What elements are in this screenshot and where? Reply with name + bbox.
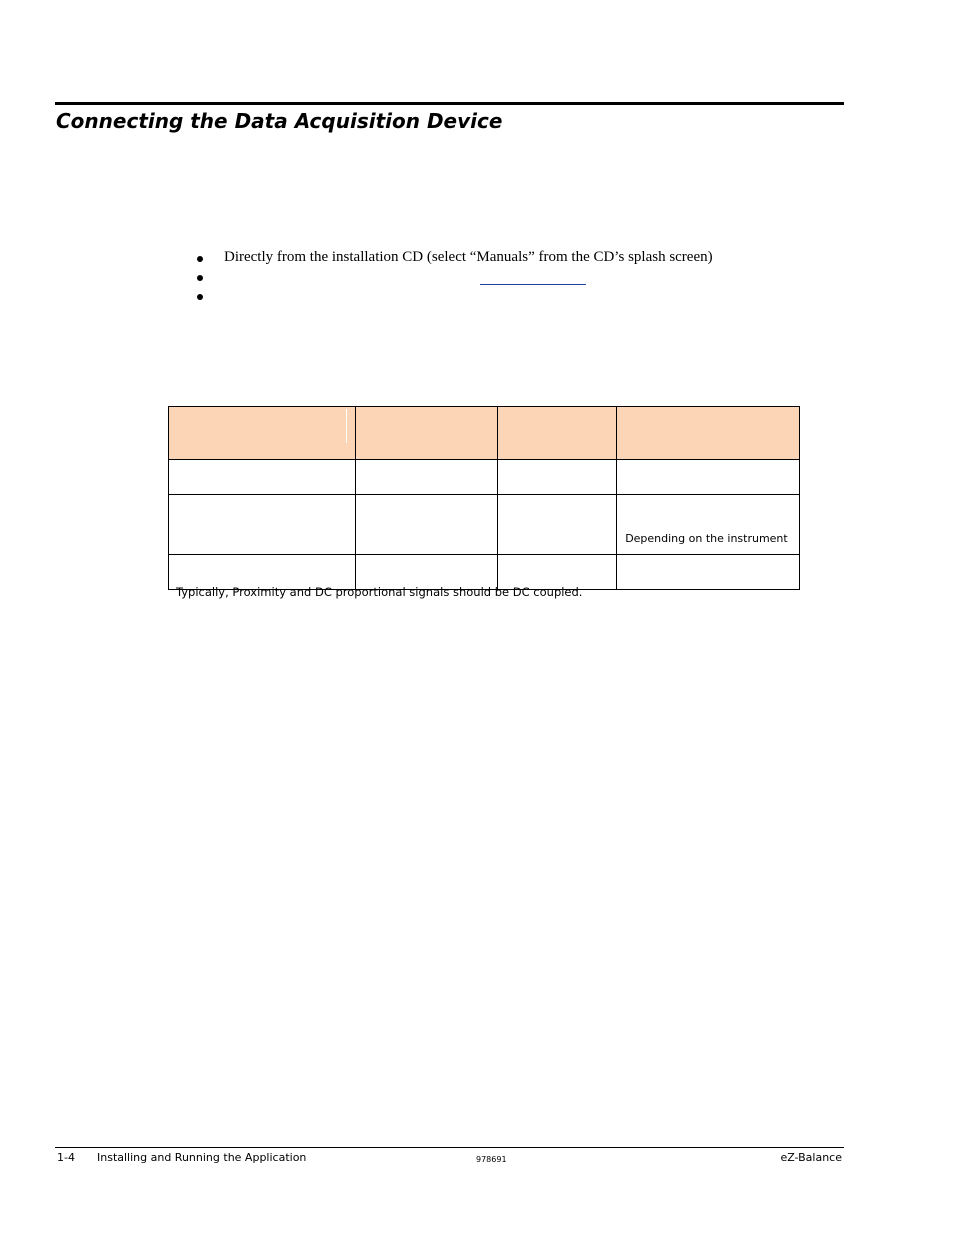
footer-chapter-title: Installing and Running the Application bbox=[97, 1151, 307, 1164]
list-item bbox=[196, 248, 713, 267]
footer-document-number: 978691 bbox=[476, 1155, 507, 1164]
table-header-cell bbox=[169, 407, 356, 460]
table-note: Typically, Proximity and DC proportional signals should be DC coupled. bbox=[176, 585, 583, 599]
footer-rule bbox=[55, 1147, 844, 1148]
manual-sources-list bbox=[196, 248, 713, 305]
footer-page-number: 1-4 bbox=[57, 1151, 75, 1164]
table-cell bbox=[355, 495, 498, 555]
coupling-table bbox=[168, 406, 800, 590]
table-header-row bbox=[169, 407, 800, 460]
table-cell bbox=[617, 555, 800, 590]
header-rule bbox=[55, 102, 844, 105]
table-cell: Depending on the instrument bbox=[617, 495, 800, 555]
bullet-icon bbox=[197, 294, 203, 300]
list-item bbox=[196, 267, 713, 286]
table-header-cell bbox=[355, 407, 498, 460]
table-cell bbox=[355, 460, 498, 495]
hyperlink-underline[interactable] bbox=[480, 284, 586, 285]
list-item-text: Directly from the installation CD (select “Manuals” from the CD’s splash screen) bbox=[224, 249, 713, 265]
table-header-cell bbox=[498, 407, 617, 460]
header-divider bbox=[346, 409, 347, 443]
table-row bbox=[169, 460, 800, 495]
bullet-icon bbox=[197, 275, 203, 281]
table-header-cell bbox=[617, 407, 800, 460]
bullet-icon bbox=[197, 256, 203, 262]
list-item bbox=[196, 286, 713, 305]
table-cell bbox=[169, 495, 356, 555]
table-row bbox=[169, 495, 800, 555]
table-cell bbox=[498, 495, 617, 555]
table-cell bbox=[617, 460, 800, 495]
table-cell bbox=[498, 460, 617, 495]
section-title: Connecting the Data Acquisition Device bbox=[56, 109, 503, 133]
table-cell bbox=[169, 460, 356, 495]
footer-product-name: eZ-Balance bbox=[780, 1151, 842, 1164]
